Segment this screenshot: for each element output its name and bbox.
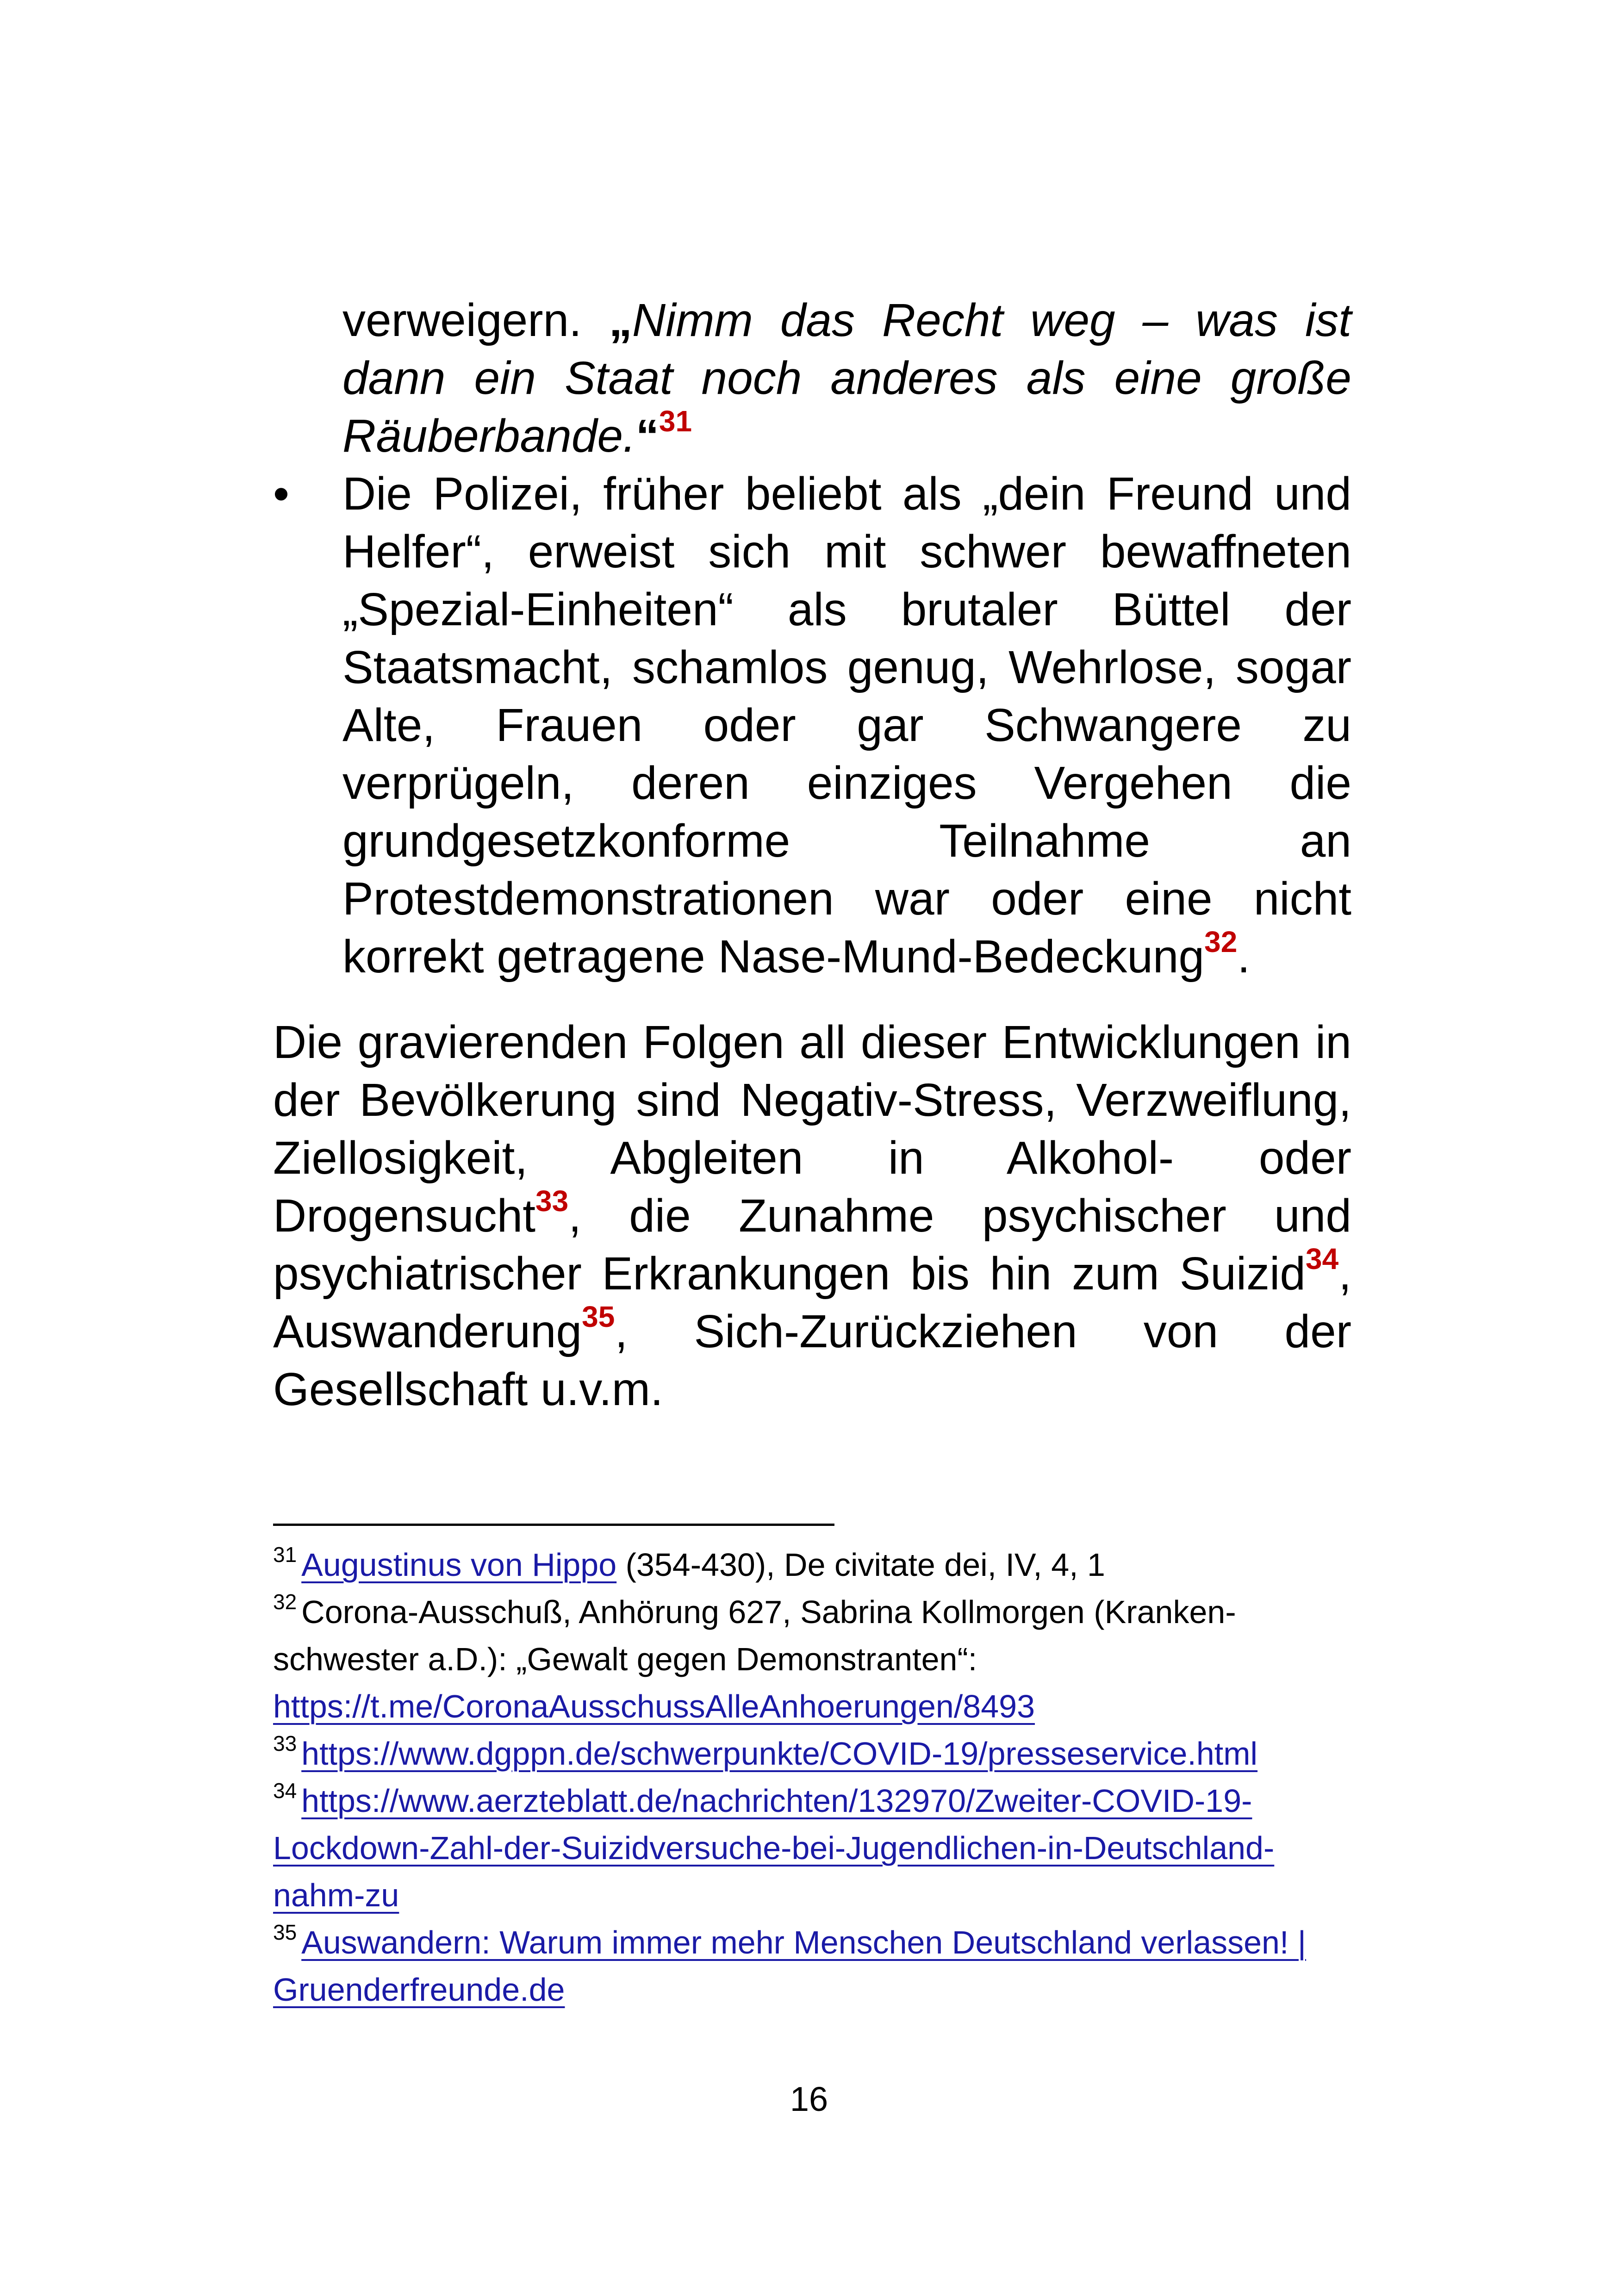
footnote-33 [273, 1730, 1351, 1777]
footnote-separator [273, 1524, 834, 1526]
page-number: 16 [790, 2080, 828, 2118]
footnote-text: Corona-Ausschuß, Anhörung 627, Sabrina Kollmorgen (Kranken-schwester a.D.): „Gewalt gegen Demonstranten“: [273, 1594, 1236, 1677]
footnote-number: 35 [273, 1920, 297, 1944]
footnote-ref-35[interactable]: 35 [582, 1300, 615, 1333]
quote-open-mark: „ [609, 294, 632, 346]
quote-continuation [342, 292, 1351, 465]
footnote-35 [273, 1919, 1351, 2013]
quote-text: Nimm das Recht weg – was ist dann ein Staat noch anderes als eine große Räuberbande. [342, 294, 1351, 462]
body-paragraph [273, 1014, 1351, 1419]
footnote-text: (354-430), De civitate dei, IV, 4, 1 [616, 1547, 1105, 1583]
bullet-text: Die Polizei, früher beliebt als „dein Freund und Helfer“, erweist sich mit schwer bewaffneten „Spezial-Einheiten“ als brutaler Büttel der Staatsmacht, schamlos genug, Wehrlose, sogar Alte, Frauen oder gar Schwangere zu verprügeln, deren einziges Vergehen die grundgesetzkonforme Teilnahme an Protestdemonstrationen war oder eine nicht korrekt getragene Nase-Mund-Bedeckung [342, 468, 1351, 983]
footnote-link[interactable]: Auswandern: Warum immer mehr Menschen Deutschland verlassen! | Gruenderfreunde.de [273, 1924, 1307, 2008]
quote-close-mark: “ [635, 410, 659, 462]
paragraph-part-3: , Auswanderung [273, 1248, 1351, 1357]
footnote-ref-33[interactable]: 33 [535, 1184, 569, 1218]
footnote-ref-31[interactable]: 31 [659, 404, 692, 438]
footnote-number: 34 [273, 1779, 297, 1803]
bullet-tail: . [1237, 931, 1251, 983]
footnote-number: 31 [273, 1543, 297, 1567]
footnote-link[interactable]: Augustinus von Hippo [301, 1547, 617, 1583]
continuation-lead: verweigern. [342, 294, 609, 346]
footnote-ref-32[interactable]: 32 [1204, 925, 1238, 958]
footnote-link[interactable]: https://www.dgppn.de/schwerpunkte/COVID-19/presseservice.html [301, 1736, 1258, 1772]
footnote-number: 32 [273, 1590, 297, 1614]
footnote-number: 33 [273, 1731, 297, 1755]
footnote-31 [273, 1541, 1351, 1588]
footnote-link[interactable]: https://t.me/CoronaAusschussAlleAnhoerungen/8493 [273, 1688, 1035, 1724]
footnote-ref-34[interactable]: 34 [1306, 1242, 1339, 1276]
footnote-32 [273, 1588, 1351, 1730]
bullet-icon: • [273, 468, 290, 520]
main-text [273, 292, 1351, 1419]
paragraph-part-4: , Sich-Zurückziehen von der Gesellschaft u.v.m. [273, 1306, 1351, 1415]
footnote-link[interactable]: https://www.aerzteblatt.de/nachrichten/132970/Zweiter-COVID-19-Lockdown-Zahl-der-Suizidversuche-bei-Jugendlichen-in-Deutschland-nahm-zu [273, 1783, 1275, 1913]
footnote-34 [273, 1777, 1351, 1919]
paragraph-part-1: Die gravierenden Folgen all dieser Entwicklungen in der Bevölkerung sind Negativ-Stress, Verzweiflung, Ziellosigkeit, Abgleiten in Alkohol- oder Drogensucht [273, 1016, 1351, 1242]
paragraph-part-2: , die Zunahme psychischer und psychiatrischer Erkrankungen bis hin zum Suizid [273, 1190, 1351, 1300]
bullet-item [273, 465, 1351, 986]
footnotes [273, 1541, 1351, 2013]
